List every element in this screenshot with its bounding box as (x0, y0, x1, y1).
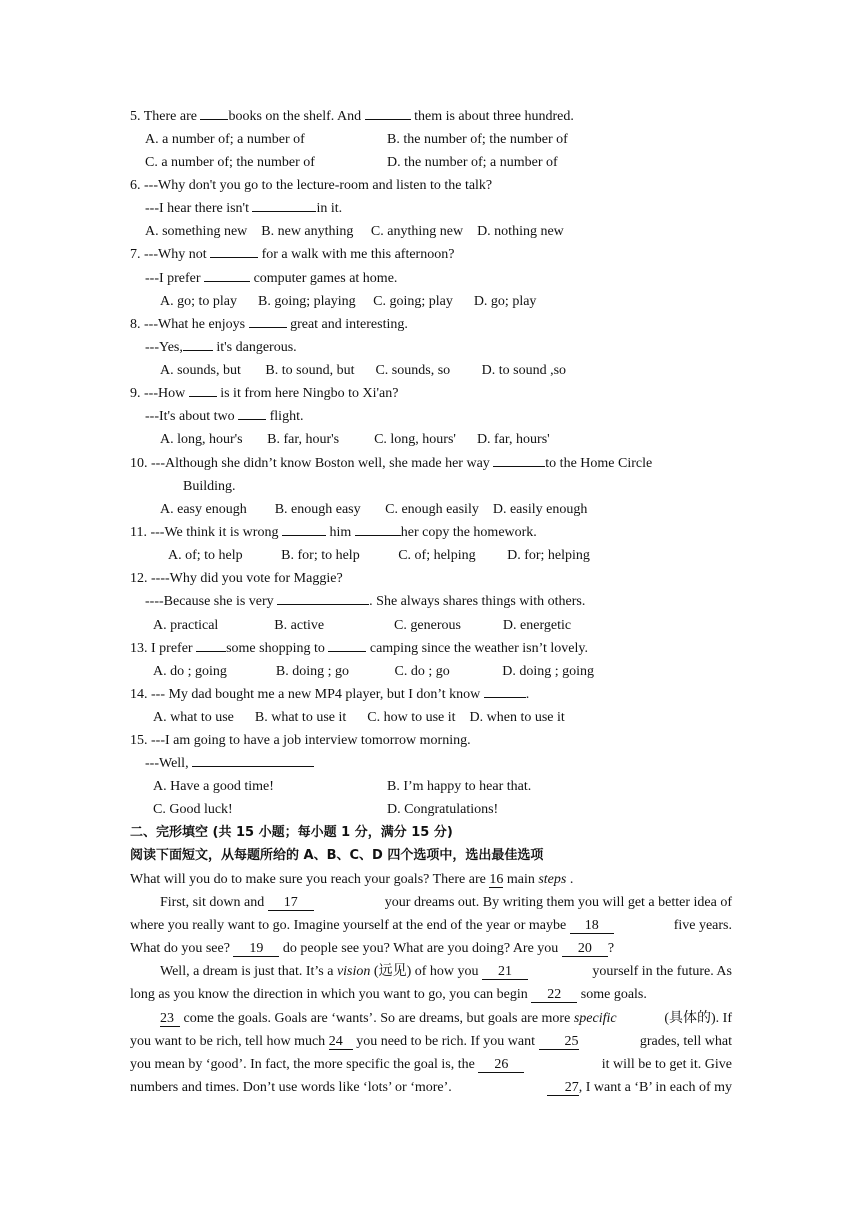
blank-22: 22 (531, 988, 577, 1003)
blank-19: 19 (233, 942, 279, 957)
passage-line-3: where you really want to go. Imagine yourself at the end of the year or maybe 18 five years. (130, 918, 732, 933)
question-7-options: A. go; to play B. going; playing C. going; play D. go; play (160, 294, 537, 309)
question-6-line-1: 6. ---Why don't you go to the lecture-room and listen to the talk? (130, 178, 493, 193)
blank-21: 21 (482, 965, 528, 980)
passage-line-2: First, sit down and 17 your dreams out. By writing them you will get a better idea of (160, 895, 732, 910)
question-10-options: A. easy enough B. enough easy C. enough easily D. easily enough (160, 502, 588, 517)
question-9-line-2: ---It's about two flight. (145, 409, 304, 424)
question-9-options: A. long, hour's B. far, hour's C. long, hours' D. far, hours' (160, 432, 550, 447)
question-12-options: A. practical B. active C. generous D. energetic (153, 618, 572, 633)
question-6-options: A. something new B. new anything C. anything new D. nothing new (145, 224, 564, 239)
question-9-line-1: 9. ---How is it from here Ningbo to Xi'an? (130, 386, 399, 401)
question-10-line-2: Building. (183, 479, 236, 494)
question-8-line-2: ---Yes, it's dangerous. (145, 340, 297, 355)
question-12-line-1: 12. ----Why did you vote for Maggie? (130, 571, 343, 586)
section-2-instruction: 阅读下面短文，从每题所给的 A、B、C、D 四个选项中，选出最佳选项 (130, 848, 544, 863)
question-8-options: A. sounds, but B. to sound, but C. sounds, so D. to sound ,so (160, 363, 567, 378)
question-5-stem: 5. There are books on the shelf. And them is about three hundred. (130, 109, 574, 124)
question-15-line-2: ---Well, (145, 755, 314, 773)
question-11-options: A. of; to help B. for; to help C. of; helping D. for; helping (168, 548, 590, 563)
question-15-line-1: 15. ---I am going to have a job interview tomorrow morning. (130, 733, 471, 748)
question-7-line-1: 7. ---Why not for a walk with me this afternoon? (130, 247, 455, 262)
question-12-line-2: ----Because she is very . She always shares things with others. (145, 594, 586, 609)
question-8-line-1: 8. ---What he enjoys great and interesting. (130, 317, 408, 332)
passage-line-7: 23 come the goals. Goals are ‘wants’. So are dreams, but goals are more specific (具体的). If (160, 1011, 732, 1026)
question-15-option-b: B. I’m happy to hear that. (387, 779, 532, 794)
passage-line-6: long as you know the direction in which you want to go, you can begin 22 some goals. (130, 987, 647, 1002)
blank-18: 18 (570, 919, 614, 934)
question-5-option-c: C. a number of; the number of (145, 155, 315, 170)
passage-line-9: you mean by ‘good’. In fact, the more specific the goal is, the 26 it will be to get it. Give (130, 1057, 732, 1072)
blank-16: 16 (489, 872, 504, 887)
blank-27: 27 (547, 1081, 579, 1096)
question-13-line-1: 13. I prefer some shopping to camping since the weather isn’t lovely. (130, 641, 588, 656)
passage-line-10: numbers and times. Don’t use words like ‘lots’ or ‘more’. 27, I want a ‘B’ in each of my (130, 1080, 732, 1095)
question-7-line-2: ---I prefer computer games at home. (145, 271, 398, 286)
passage-line-8: you want to be rich, tell how much 24 you need to be rich. If you want 25 grades, tell what (130, 1034, 732, 1049)
section-2-heading: 二、完形填空 (共 15 小题；每小题 1 分，满分 15 分) (130, 825, 453, 840)
blank-26: 26 (478, 1058, 524, 1073)
question-15-option-a: A. Have a good time! (153, 779, 274, 794)
passage-line-1: What will you do to make sure you reach your goals? There are 16 main steps . (130, 872, 574, 887)
question-5-option-a: A. a number of; a number of (145, 132, 305, 147)
question-11-line-1: 11. ---We think it is wrong him her copy the homework. (130, 525, 537, 540)
question-14-options: A. what to use B. what to use it C. how to use it D. when to use it (153, 710, 565, 725)
question-5-option-b: B. the number of; the number of (387, 132, 568, 147)
question-14-line-1: 14. --- My dad bought me a new MP4 player, but I don’t know . (130, 687, 530, 702)
blank-24: 24 (329, 1035, 353, 1050)
passage-line-4: What do you see? 19 do people see you? What are you doing? Are you 20 ? (130, 941, 615, 956)
blank-25: 25 (539, 1035, 579, 1050)
passage-line-5: Well, a dream is just that. It’s a vision (远见) of how you 21 yourself in the future. As (160, 964, 732, 979)
blank-17: 17 (268, 896, 314, 911)
question-15-option-c: C. Good luck! (153, 802, 233, 817)
question-6-line-2: ---I hear there isn't in it. (145, 201, 343, 216)
question-5-option-d: D. the number of; a number of (387, 155, 558, 170)
question-13-options: A. do ; going B. doing ; go C. do ; go D. doing ; going (153, 664, 595, 679)
question-10-line-1: 10. ---Although she didn’t know Boston well, she made her way to the Home Circle (130, 456, 653, 471)
blank-20: 20 (562, 942, 608, 957)
question-15-option-d: D. Congratulations! (387, 802, 499, 817)
blank-23: 23 (160, 1012, 180, 1027)
